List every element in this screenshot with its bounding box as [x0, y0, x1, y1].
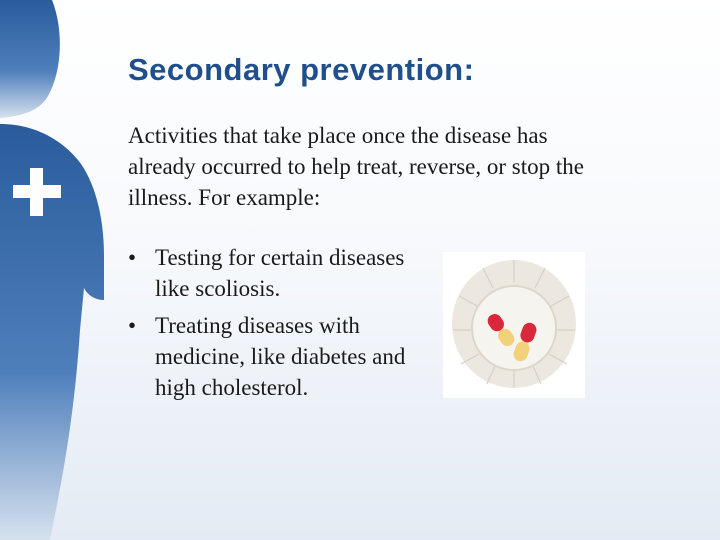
pill-cup-image: [443, 252, 585, 398]
bullet-item-treating: [128, 310, 428, 403]
slide-title: Secondary prevention:: [128, 52, 475, 87]
bullet-text: Treating diseases with medicine, like diabetes and high cholesterol.: [155, 313, 406, 400]
bullet-text: Testing for certain diseases like scoliosis.: [155, 245, 405, 301]
person-silhouette-icon: [0, 0, 110, 540]
bullet-list: [128, 242, 428, 409]
slide-description: Activities that take place once the disease has already occurred to help treat, reverse, or stop the illness. For example:: [128, 123, 584, 210]
bullet-item-testing: [128, 242, 428, 304]
bullet-marker: •: [128, 313, 137, 338]
bullet-marker: •: [128, 245, 137, 270]
